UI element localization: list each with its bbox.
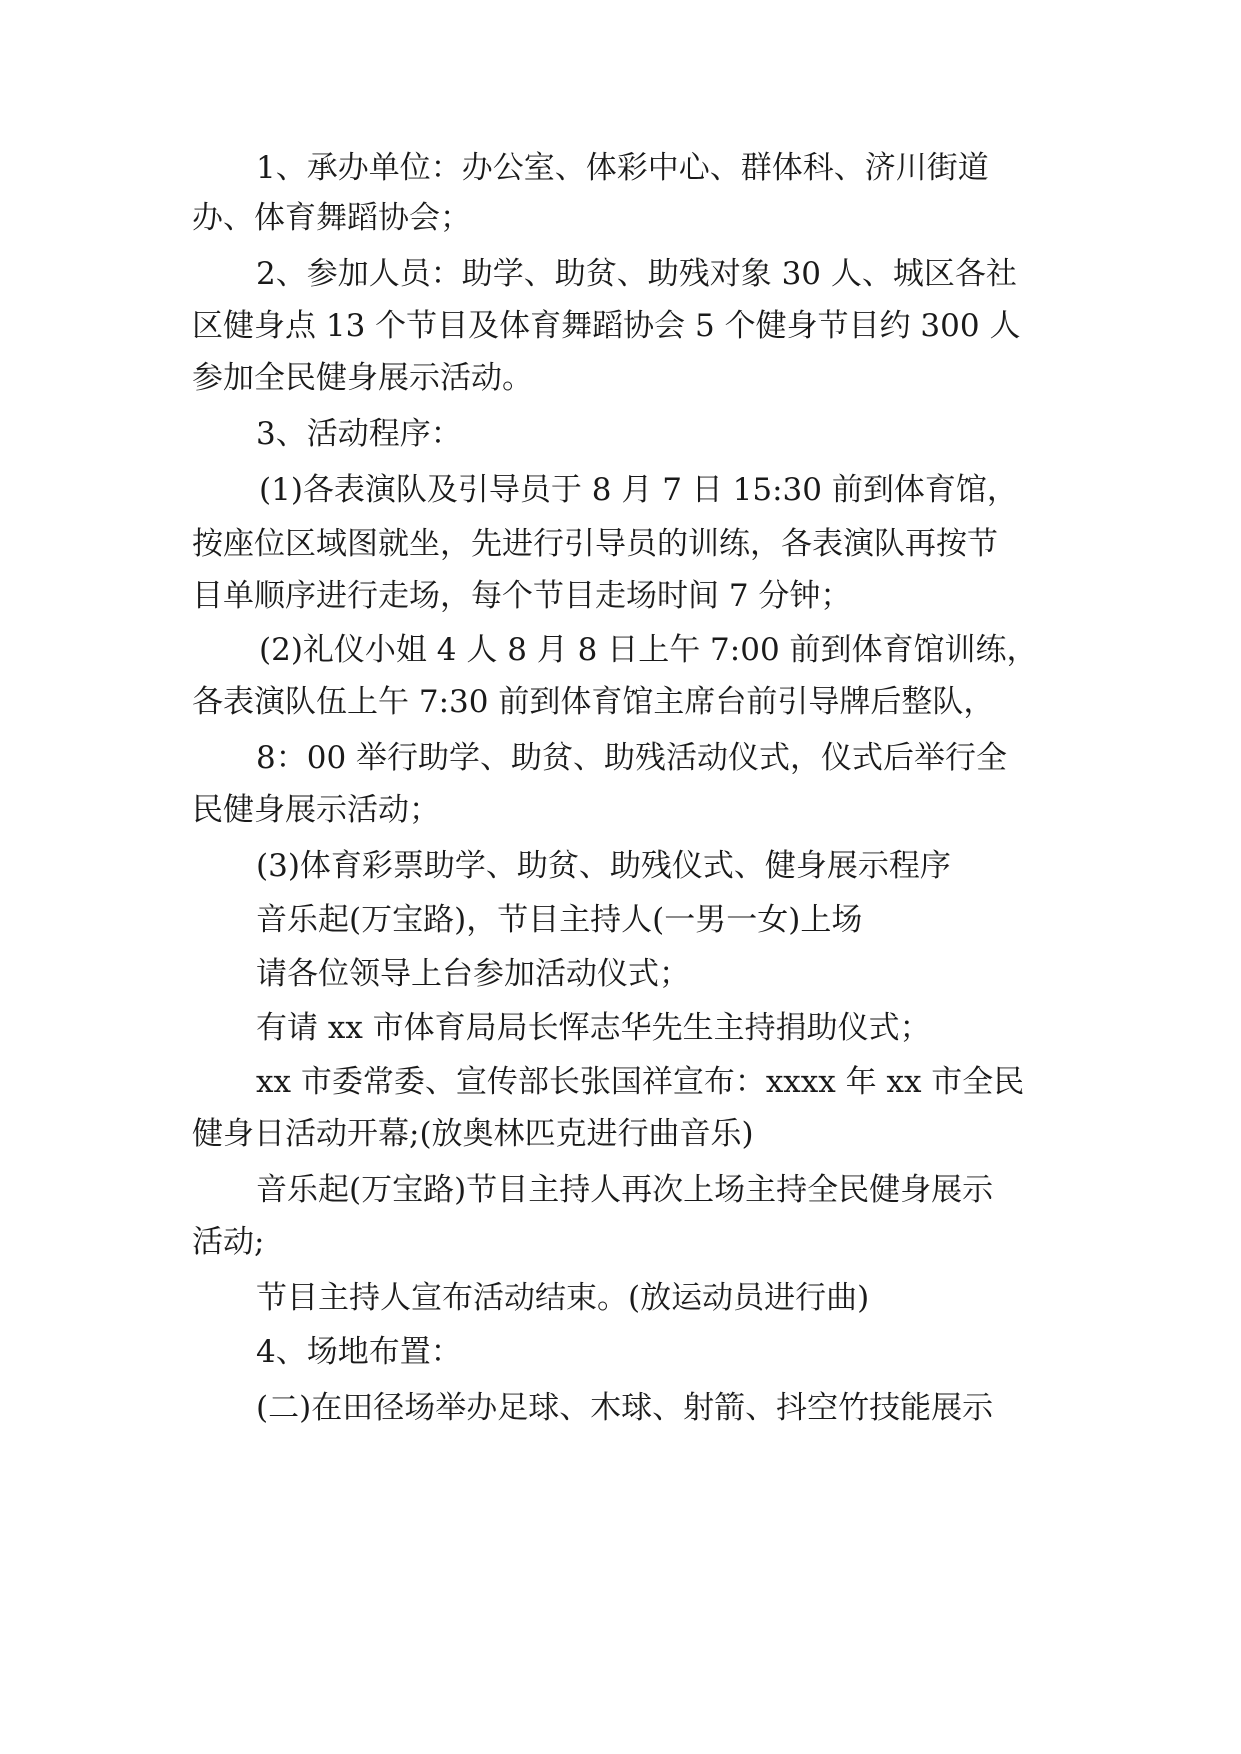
paragraph-line: 按座位区域图就坐，先进行引导员的训练，各表演队再按节	[192, 526, 998, 562]
paragraph-line: 活动;	[192, 1224, 265, 1260]
paragraph-line: 办、体育舞蹈协会；	[192, 200, 471, 236]
paragraph-line: (2)礼仪小姐 4 人 8 月 8 日上午 7:00 前到体育馆训练，	[259, 632, 1038, 668]
paragraph-line: 有请 xx 市体育局局长恽志华先生主持捐助仪式；	[256, 1010, 931, 1046]
paragraph-line: 参加全民健身展示活动。	[192, 360, 533, 396]
paragraph-line: 区健身点 13 个节目及体育舞蹈协会 5 个健身节目约 300 人	[192, 308, 1021, 344]
paragraph-line: 目单顺序进行走场，每个节目走场时间 7 分钟；	[192, 578, 852, 614]
paragraph-line: 健身日活动开幕;(放奥林匹克进行曲音乐)	[192, 1116, 754, 1152]
paragraph-line: 音乐起(万宝路)，节目主持人(一男一女)上场	[256, 902, 863, 938]
paragraph-line: 2、参加人员：助学、助贫、助残对象 30 人、城区各社	[256, 256, 1017, 292]
paragraph-line: (3)体育彩票助学、助贫、助残仪式、健身展示程序	[256, 848, 951, 884]
paragraph-line: xx 市委常委、宣传部长张国祥宣布：xxxx 年 xx 市全民	[256, 1064, 1025, 1100]
paragraph-line: 1、承办单位：办公室、体彩中心、群体科、济川街道	[256, 150, 989, 186]
paragraph-line: 节目主持人宣布活动结束。(放运动员进行曲)	[256, 1280, 870, 1316]
paragraph-line: 3、活动程序：	[256, 416, 462, 452]
paragraph-line: 民健身展示活动；	[192, 792, 440, 828]
paragraph-line: 8：00 举行助学、助贫、助残活动仪式，仪式后举行全	[256, 740, 1008, 776]
paragraph-line: (1)各表演队及引导员于 8 月 7 日 15:30 前到体育馆，	[259, 472, 1018, 508]
paragraph-line: 音乐起(万宝路)节目主持人再次上场主持全民健身展示	[256, 1172, 994, 1208]
paragraph-line: 请各位领导上台参加活动仪式；	[256, 956, 690, 992]
paragraph-line: 各表演队伍上午 7:30 前到体育馆主席台前引导牌后整队，	[192, 684, 995, 720]
paragraph-line: 4、场地布置：	[256, 1334, 462, 1370]
paragraph-line: (二)在田径场举办足球、木球、射箭、抖空竹技能展示	[256, 1390, 994, 1426]
